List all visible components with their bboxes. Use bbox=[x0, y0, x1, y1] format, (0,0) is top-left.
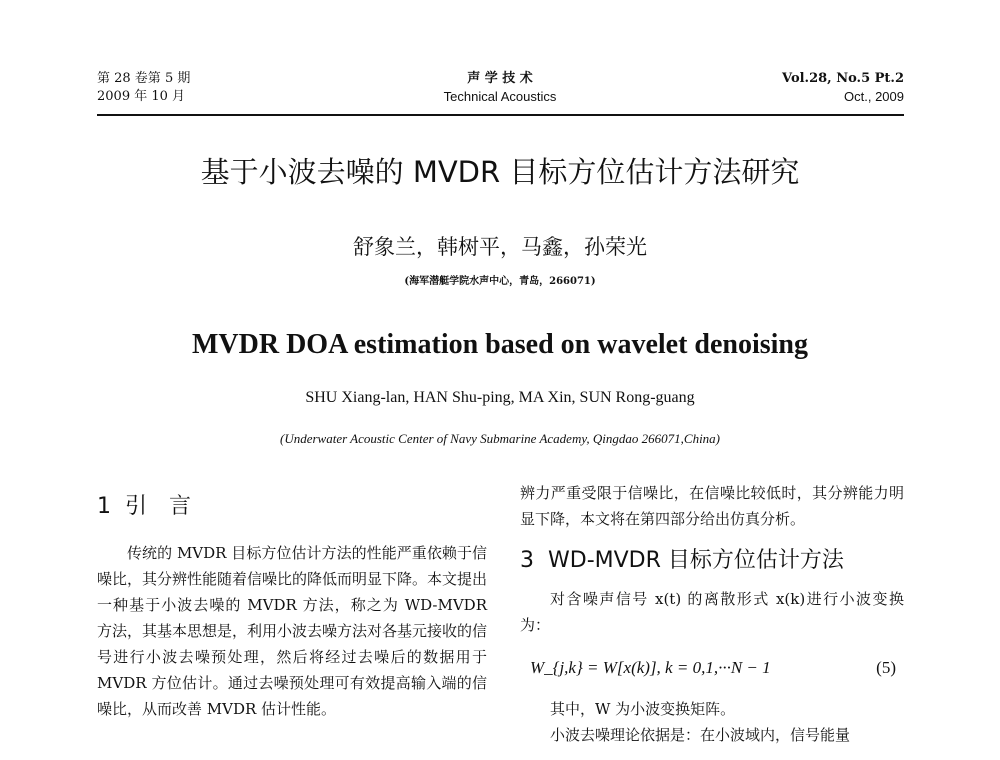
header-center bbox=[360, 70, 640, 106]
affiliation-cn: (海军潜艇学院水声中心，青岛，266071) bbox=[404, 276, 596, 287]
section3-title: WD-MVDR 目标方位估计方法 bbox=[548, 548, 844, 573]
continuation-paragraph: 辨力严重受限于信噪比，在信噪比较低时，其分辨能力明显下降，本文将在第四部分给出仿真分析。 bbox=[520, 484, 904, 528]
section3-intro: 对含噪声信号 x(t) 的离散形式 x(k)进行小波变换为： bbox=[520, 590, 904, 634]
right-column bbox=[520, 480, 904, 748]
title-en: MVDR DOA estimation based on wavelet denoising bbox=[191, 329, 808, 360]
section1-paragraph: 传统的 MVDR 目标方位估计方法的性能严重依赖于信噪比，其分辨性能随着信噪比的降低而明显下降。本文提出一种基于小波去噪的 MVDR 方法，称之为 WD-MVDR 方法，其基本思想是，利用小波去噪方法对各基元接收的信号进行小波去噪预处理，然后将经过去噪后的数据用于 MVDR 方位估计。通过去噪预处理可有效提高输入端的信噪比，从而改善 MVDR 估计性能。 bbox=[97, 544, 488, 718]
authors-cn: 舒象兰，韩树平，马鑫，孙荣光 bbox=[353, 235, 647, 259]
volume-cn: 第 28 卷第 5 期 bbox=[97, 71, 191, 86]
volume-en: Vol.28, No.5 Pt.2 bbox=[782, 71, 904, 86]
header-rule bbox=[97, 114, 904, 116]
title-cn: 基于小波去噪的 MVDR 目标方位估计方法研究 bbox=[200, 155, 800, 189]
date-cn: 2009 年 10 月 bbox=[97, 89, 186, 104]
section3-heading bbox=[520, 546, 904, 576]
date-en: Oct., 2009 bbox=[844, 89, 904, 104]
authors-en: SHU Xiang-lan, HAN Shu-ping, MA Xin, SUN Rong-guang bbox=[305, 389, 695, 406]
left-column bbox=[97, 492, 487, 722]
equation-5 bbox=[520, 652, 904, 684]
journal-en: Technical Acoustics bbox=[443, 89, 557, 104]
section1-number: 1 bbox=[97, 494, 111, 519]
equation-text: W_{j,k} = W[x(k)], k = 0,1,···N − 1 bbox=[530, 658, 771, 677]
section1-heading bbox=[97, 492, 487, 522]
header-right bbox=[690, 70, 904, 106]
section3-number: 3 bbox=[520, 548, 534, 573]
last-line: 小波去噪理论依据是：在小波域内，信号能量 bbox=[550, 726, 851, 744]
affiliation-en: (Underwater Acoustic Center of Navy Submarine Academy, Qingdao 266071,China) bbox=[279, 431, 721, 446]
where-line: 其中，W 为小波变换矩阵。 bbox=[550, 700, 736, 718]
equation-number: (5) bbox=[876, 658, 896, 677]
header-left bbox=[97, 70, 317, 106]
section1-title: 引 言 bbox=[125, 494, 192, 519]
journal-cn: 声 学 技 术 bbox=[467, 71, 533, 86]
